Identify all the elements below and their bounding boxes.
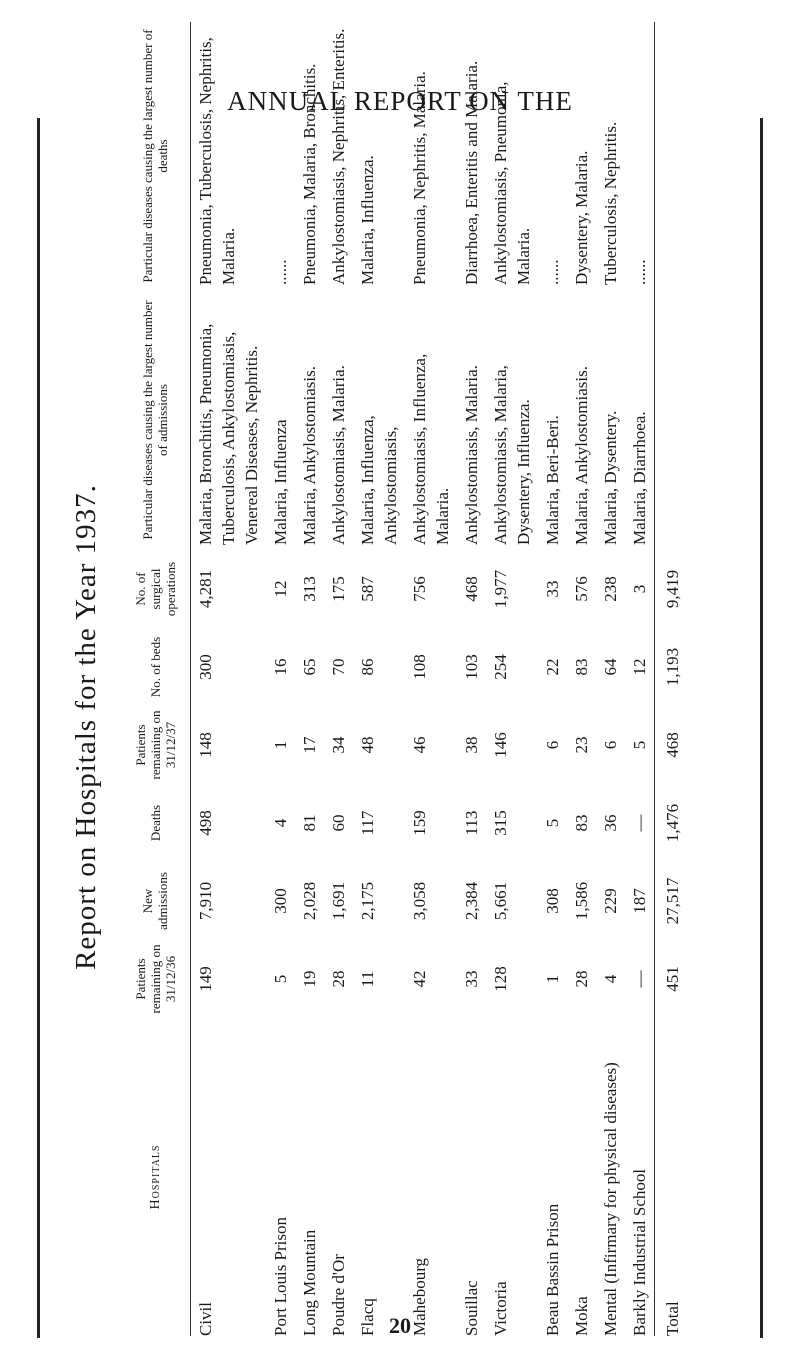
deaths-cell: 159 bbox=[410, 810, 429, 836]
death-diseases-cell: ...... bbox=[630, 259, 649, 285]
hospital-name: Civil bbox=[196, 1301, 215, 1336]
running-head: ANNUAL REPORT ON THE bbox=[227, 86, 573, 116]
table-row bbox=[538, 22, 567, 1336]
hospital-name: Long Mountain bbox=[300, 1229, 319, 1336]
patients-1936-cell: 149 bbox=[196, 966, 215, 992]
table-row bbox=[457, 22, 486, 1336]
admission-diseases-cell: Malaria, Diarrhoea. bbox=[630, 411, 649, 545]
patients-1937-cell: 148 bbox=[196, 732, 215, 758]
hospital-name: Souillac bbox=[462, 1280, 481, 1336]
deaths-cell: 315 bbox=[491, 810, 510, 836]
patients-1937-cell: 17 bbox=[300, 736, 319, 754]
deaths-cell: 498 bbox=[196, 810, 215, 836]
admissions-cell: 1,586 bbox=[572, 881, 591, 921]
right-border-rule bbox=[760, 118, 763, 1338]
beds-cell: 103 bbox=[462, 654, 481, 680]
patients-1937-cell: 34 bbox=[329, 736, 348, 754]
table-row bbox=[567, 22, 596, 1336]
header-hospitals: Hospitals bbox=[120, 1018, 191, 1336]
death-diseases-cell: Diarrhoea, Enteritis and Malaria. bbox=[462, 60, 481, 285]
death-diseases-cell: Malaria, Influenza. bbox=[358, 155, 377, 285]
admission-diseases-cell: Malaria, Beri-Beri. bbox=[543, 415, 562, 545]
table-row bbox=[324, 22, 353, 1336]
deaths-cell: 113 bbox=[462, 810, 481, 836]
header-row bbox=[120, 22, 191, 1336]
table-row bbox=[486, 22, 538, 1336]
total-admissions: 27,517 bbox=[655, 862, 688, 940]
beds-cell: 300 bbox=[196, 654, 215, 680]
beds-cell: 12 bbox=[630, 658, 649, 676]
admissions-cell: 5,661 bbox=[491, 881, 510, 921]
total-operations: 9,419 bbox=[655, 550, 688, 628]
admissions-cell: 2,028 bbox=[300, 881, 319, 921]
hospital-name: Flacq bbox=[358, 1298, 377, 1336]
hospital-name: Mahebourg bbox=[410, 1257, 429, 1336]
admission-diseases-cell: Malaria, Ankylostomiasis. bbox=[572, 366, 591, 545]
patients-1937-cell: 5 bbox=[630, 740, 649, 750]
admission-diseases-cell: Malaria, Bronchitis, Pneumonia, Tuberculosis, Ankylostomiasis, Venereal Diseases, Nephritis. bbox=[196, 323, 261, 545]
header-diseases-admissions: Particular diseases causing the largest number of admissions bbox=[120, 290, 191, 550]
table-row bbox=[405, 22, 457, 1336]
patients-1937-cell: 46 bbox=[410, 736, 429, 754]
header-operations: No. of surgical operations bbox=[120, 550, 191, 628]
operations-cell: 587 bbox=[358, 576, 377, 602]
header-diseases-deaths: Particular diseases causing the largest number of deaths bbox=[120, 22, 191, 290]
total-patients-1937: 468 bbox=[655, 706, 688, 784]
beds-cell: 86 bbox=[358, 658, 377, 676]
operations-cell: 3 bbox=[630, 584, 649, 594]
admissions-cell: 7,910 bbox=[196, 881, 215, 921]
beds-cell: 70 bbox=[329, 658, 348, 676]
patients-1937-cell: 6 bbox=[543, 740, 562, 750]
header-deaths: Deaths bbox=[120, 784, 191, 862]
admissions-cell: 300 bbox=[271, 888, 290, 914]
header-patients-1936: Patients remaining on 31/12/36 bbox=[120, 940, 191, 1018]
operations-cell: 33 bbox=[543, 580, 562, 598]
death-diseases-cell: Pneumonia, Malaria, Bronchitis. bbox=[300, 63, 319, 285]
admissions-cell: 2,384 bbox=[462, 881, 481, 921]
admission-diseases-cell: Malaria, Dysentery. bbox=[601, 410, 620, 545]
admissions-cell: 1,691 bbox=[329, 881, 348, 921]
admissions-cell: 2,175 bbox=[358, 881, 377, 921]
deaths-cell: 83 bbox=[572, 814, 591, 832]
admissions-cell: 187 bbox=[630, 888, 649, 914]
beds-cell: 16 bbox=[271, 658, 290, 676]
patients-1936-cell: 19 bbox=[300, 970, 319, 988]
hospital-name: Barkly Industrial School bbox=[630, 1168, 649, 1336]
hospital-name: Port Louis Prison bbox=[271, 1216, 290, 1336]
hospital-name: Mental (Infirmary for physical diseases) bbox=[601, 1062, 620, 1336]
death-diseases-cell: Tuberculosis, Nephritis. bbox=[601, 121, 620, 285]
admission-diseases-cell: Malaria, Influenza bbox=[271, 419, 290, 545]
death-diseases-cell: ...... bbox=[271, 259, 290, 285]
beds-cell: 83 bbox=[572, 658, 591, 676]
total-row bbox=[655, 22, 688, 1336]
patients-1936-cell: 33 bbox=[462, 970, 481, 988]
table-body bbox=[191, 22, 688, 1336]
patients-1936-cell: 28 bbox=[329, 970, 348, 988]
admission-diseases-cell: Ankylostomiasis, Malaria. bbox=[329, 365, 348, 545]
operations-cell: 468 bbox=[462, 576, 481, 602]
table-row bbox=[353, 22, 405, 1336]
table-caption: Report on Hospitals for the Year 1937. bbox=[70, 484, 102, 970]
hospital-name: Victoria bbox=[491, 1281, 510, 1336]
death-diseases-cell: Dysentery, Malaria. bbox=[572, 150, 591, 285]
patients-1937-cell: 6 bbox=[601, 740, 620, 750]
admission-diseases-cell: Ankylostomiasis, Influenza, Malaria. bbox=[410, 353, 452, 545]
patients-1936-cell: 42 bbox=[410, 970, 429, 988]
deaths-cell: — bbox=[630, 814, 649, 832]
death-diseases-cell: ...... bbox=[543, 259, 562, 285]
page-number: 20 bbox=[389, 1313, 411, 1338]
beds-cell: 254 bbox=[491, 654, 510, 680]
patients-1936-cell: 1 bbox=[543, 974, 562, 984]
operations-cell: 576 bbox=[572, 576, 591, 602]
operations-cell: 4,281 bbox=[196, 569, 215, 609]
table-row bbox=[625, 22, 655, 1336]
left-border-rule bbox=[37, 118, 40, 1338]
total-label: Total bbox=[655, 1018, 688, 1336]
patients-1936-cell: — bbox=[630, 970, 649, 988]
admission-diseases-cell: Malaria, Ankylostomiasis. bbox=[300, 366, 319, 545]
patients-1937-cell: 38 bbox=[462, 736, 481, 754]
death-diseases-cell: Pneumonia, Tuberculosis, Nephritis, Malaria. bbox=[196, 37, 238, 285]
admissions-cell: 308 bbox=[543, 888, 562, 914]
patients-1937-cell: 23 bbox=[572, 736, 591, 754]
table-row bbox=[191, 22, 267, 1336]
operations-cell: 12 bbox=[271, 580, 290, 598]
patients-1937-cell: 48 bbox=[358, 736, 377, 754]
deaths-cell: 36 bbox=[601, 814, 620, 832]
deaths-cell: 117 bbox=[358, 810, 377, 836]
total-patients-1936: 451 bbox=[655, 940, 688, 1018]
patients-1936-cell: 128 bbox=[491, 966, 510, 992]
admission-diseases-cell: Ankylostomiasis, Malaria. bbox=[462, 365, 481, 545]
header-admissions: New admissions bbox=[120, 862, 191, 940]
header-beds: No. of beds bbox=[120, 628, 191, 706]
operations-cell: 313 bbox=[300, 576, 319, 602]
deaths-cell: 81 bbox=[300, 814, 319, 832]
table-row bbox=[295, 22, 324, 1336]
operations-cell: 238 bbox=[601, 576, 620, 602]
beds-cell: 65 bbox=[300, 658, 319, 676]
total-filler bbox=[655, 22, 688, 550]
death-diseases-cell: Ankylostomiasis, Pneumonia, Malaria. bbox=[491, 81, 533, 285]
table-row bbox=[266, 22, 295, 1336]
hospital-name: Poudre d'Or bbox=[329, 1254, 348, 1336]
beds-cell: 108 bbox=[410, 654, 429, 680]
admission-diseases-cell: Malaria, Influenza, Ankylostomiasis, bbox=[358, 415, 400, 545]
death-diseases-cell: Ankylostomiasis, Nephritis, Enteritis. bbox=[329, 28, 348, 285]
patients-1936-cell: 28 bbox=[572, 970, 591, 988]
death-diseases-cell: Pneumonia, Nephritis, Malaria. bbox=[410, 71, 429, 285]
patients-1936-cell: 11 bbox=[358, 970, 377, 988]
beds-cell: 64 bbox=[601, 658, 620, 676]
operations-cell: 756 bbox=[410, 576, 429, 602]
patients-1936-cell: 4 bbox=[601, 974, 620, 984]
operations-cell: 1,977 bbox=[491, 569, 510, 609]
hospital-name: Moka bbox=[572, 1296, 591, 1336]
patients-1937-cell: 1 bbox=[271, 740, 290, 750]
operations-cell: 175 bbox=[329, 576, 348, 602]
deaths-cell: 5 bbox=[543, 818, 562, 828]
deaths-cell: 4 bbox=[271, 818, 290, 828]
table-row bbox=[596, 22, 625, 1336]
deaths-cell: 60 bbox=[329, 814, 348, 832]
header-patients-1937: Patients remaining on 31/12/37 bbox=[120, 706, 191, 784]
patients-1937-cell: 146 bbox=[491, 732, 510, 758]
hospital-name: Beau Bassin Prison bbox=[543, 1203, 562, 1336]
admissions-cell: 229 bbox=[601, 888, 620, 914]
beds-cell: 22 bbox=[543, 658, 562, 676]
admissions-cell: 3,058 bbox=[410, 881, 429, 921]
admission-diseases-cell: Ankylostomiasis, Malaria, Dysentery, Influenza. bbox=[491, 365, 533, 545]
total-deaths: 1,476 bbox=[655, 784, 688, 862]
total-beds: 1,193 bbox=[655, 628, 688, 706]
hospital-report-table bbox=[120, 22, 687, 1336]
patients-1936-cell: 5 bbox=[271, 974, 290, 984]
